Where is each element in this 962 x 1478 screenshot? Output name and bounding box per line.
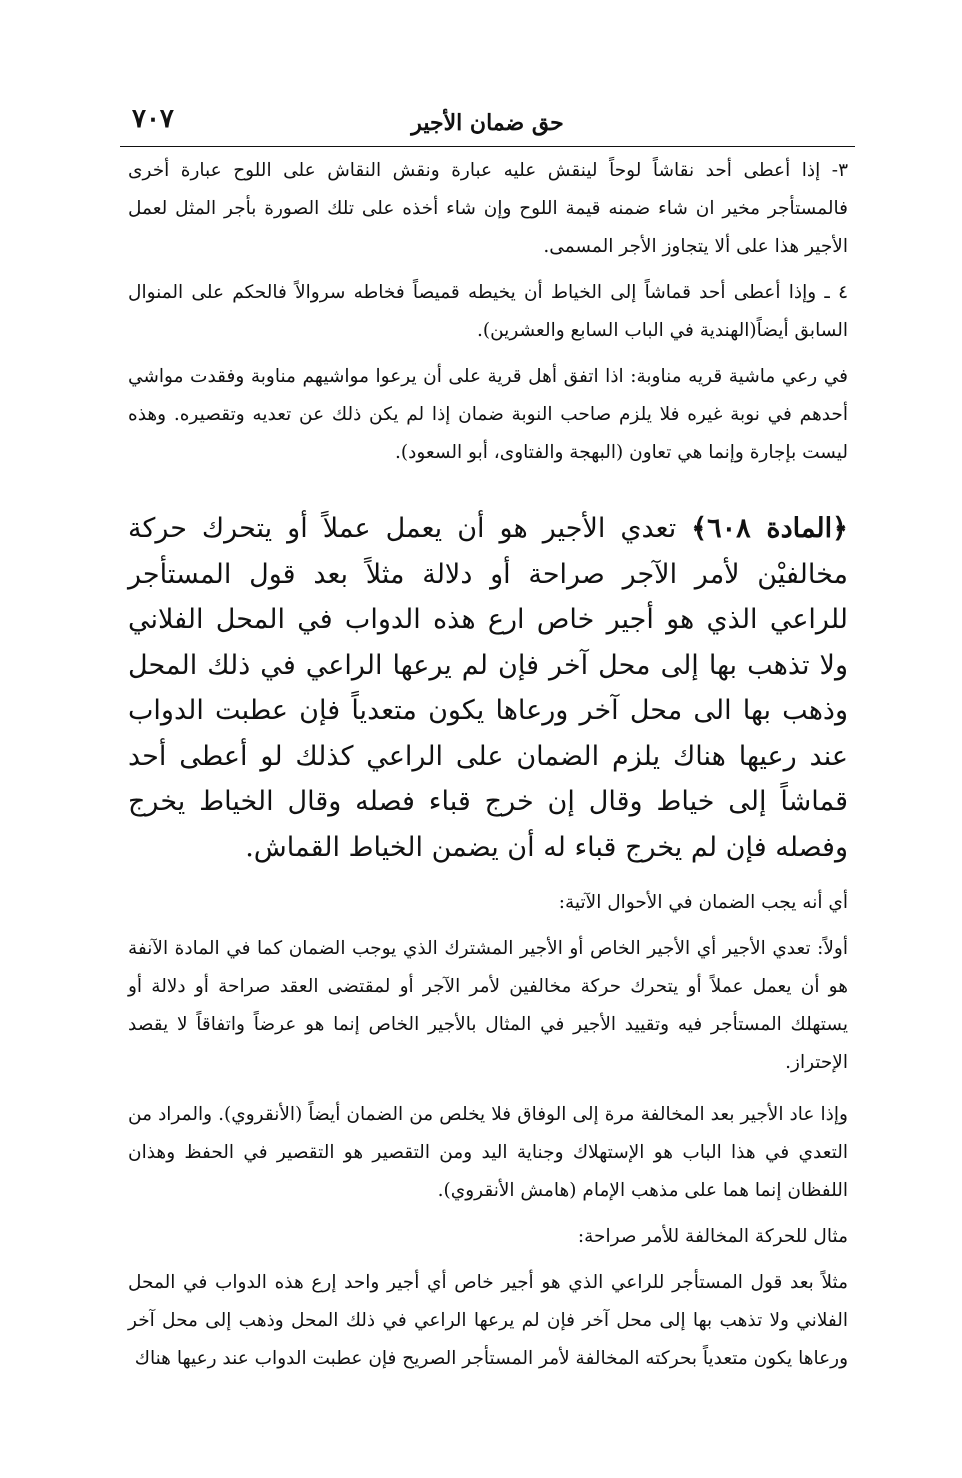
commentary-first: أولاً: تعدي الأجير أي الأجير الخاص أو الأجير المشترك الذي يوجب الضمان كما في المادة الآنفة هو أن يعمل عملاً أو يتحرك حركة مخالفين لأمر الآجر أو لمقتضى العقد صراحة أو دلالة أو يستهلك المستأجر فيه وتقييد الأجير في المثال بالأجير الخاص إنما هو عرضاً واتفاقاً لا يقصد الإحتراز. (128, 938, 848, 1073)
commentary-intro: أي أنه يجب الضمان في الأحوال الآتية: (558, 892, 848, 913)
article-608 (128, 506, 848, 870)
commentary-example: مثلاً بعد قول المستأجر للراعي الذي هو أجير خاص أي أجير واحد إرع هذه الدواب في المحل الفلاني ولا تذهب بها إلى محل آخر فإن لم يرعها الراعي في ذلك المحل وذهب إلى محل آخر ورعاها يكون متعدياً بحركته المخالفة لأمر المستأجر الصريح فإن عطبت الدواب عند رعيها هناك (128, 1272, 848, 1369)
note-paragraph-3: ٣- إذا أعطى أحد نقاشاً لوحاً لينقش عليه عبارة ونقش النقاش على اللوح عبارة أخرى فالمستأجر مخير ان شاء ضمنه قيمة اللوح وإن شاء أخذه على تلك الصورة بأجر المثل لعمل الأجير هذا على ألا يتجاوز الأجر المسمى. (128, 160, 848, 257)
article-heading: ﴿المادة ٦٠٨﴾ (691, 513, 848, 544)
page-body (128, 152, 848, 1378)
page-number: ٧٠٧ (132, 104, 174, 134)
note-paragraph-grazing: في رعي ماشية قريه مناوبة: اذا اتفق أهل قرية على أن يرعوا مواشيهم مناوبة وفقدت مواشي أحدهم في نوبة غيره فلا يلزم صاحب النوبة ضمان إذا لم يكن ذلك عن تعديه وتقصيره. وهذه ليست بإجارة وإنما هي تعاون (البهجة والفتاوى، أبو السعود). (128, 366, 848, 463)
article-text: تعدي الأجير هو أن يعمل عملاً أو يتحرك حركة مخالفيْن لأمر الآجر صراحة أو دلالة مثلاً بعد قول المستأجر للراعي الذي هو أجير خاص ارع هذه الدواب في المحل الفلاني ولا تذهب بها إلى محل آخر فإن لم يرعها الراعي في ذلك المحل وذهب بها الى محل آخر ورعاها يكون متعدياً فإن عطبت الدواب عند رعيها هناك يلزم الضمان على الراعي كذلك لو أعطى أحد قماشاً إلى خياط وقال إن خرج قباء فصله وقال الخياط يخرج وفصله فإن لم يخرج قباء له أن يضمن الخياط القماش. (128, 513, 848, 863)
page-header (120, 100, 855, 147)
commentary-example-heading: مثال للحركة المخالفة للأمر صراحة: (577, 1226, 848, 1247)
running-title: حق ضمان الأجير (411, 110, 564, 136)
commentary-return: وإذا عاد الأجير بعد المخالفة مرة إلى الوفاق فلا يخلص من الضمان أيضاً (الأنقروي). والمراد من التعدي في هذا الباب هو الإستهلاك وجناية اليد ومن التقصير هو التقصير في الحفظ وهذان اللفظان إنما هما على مذهب الإمام (هامش الأنقروي). (128, 1104, 848, 1201)
note-paragraph-4: ٤ ـ وإذا أعطى أحد قماشاً إلى الخياط أن يخيطه قميصاً فخاطه سروالاً فالحكم على المنوال السابق أيضاً(الهندية في الباب السابع والعشرين). (128, 282, 848, 341)
